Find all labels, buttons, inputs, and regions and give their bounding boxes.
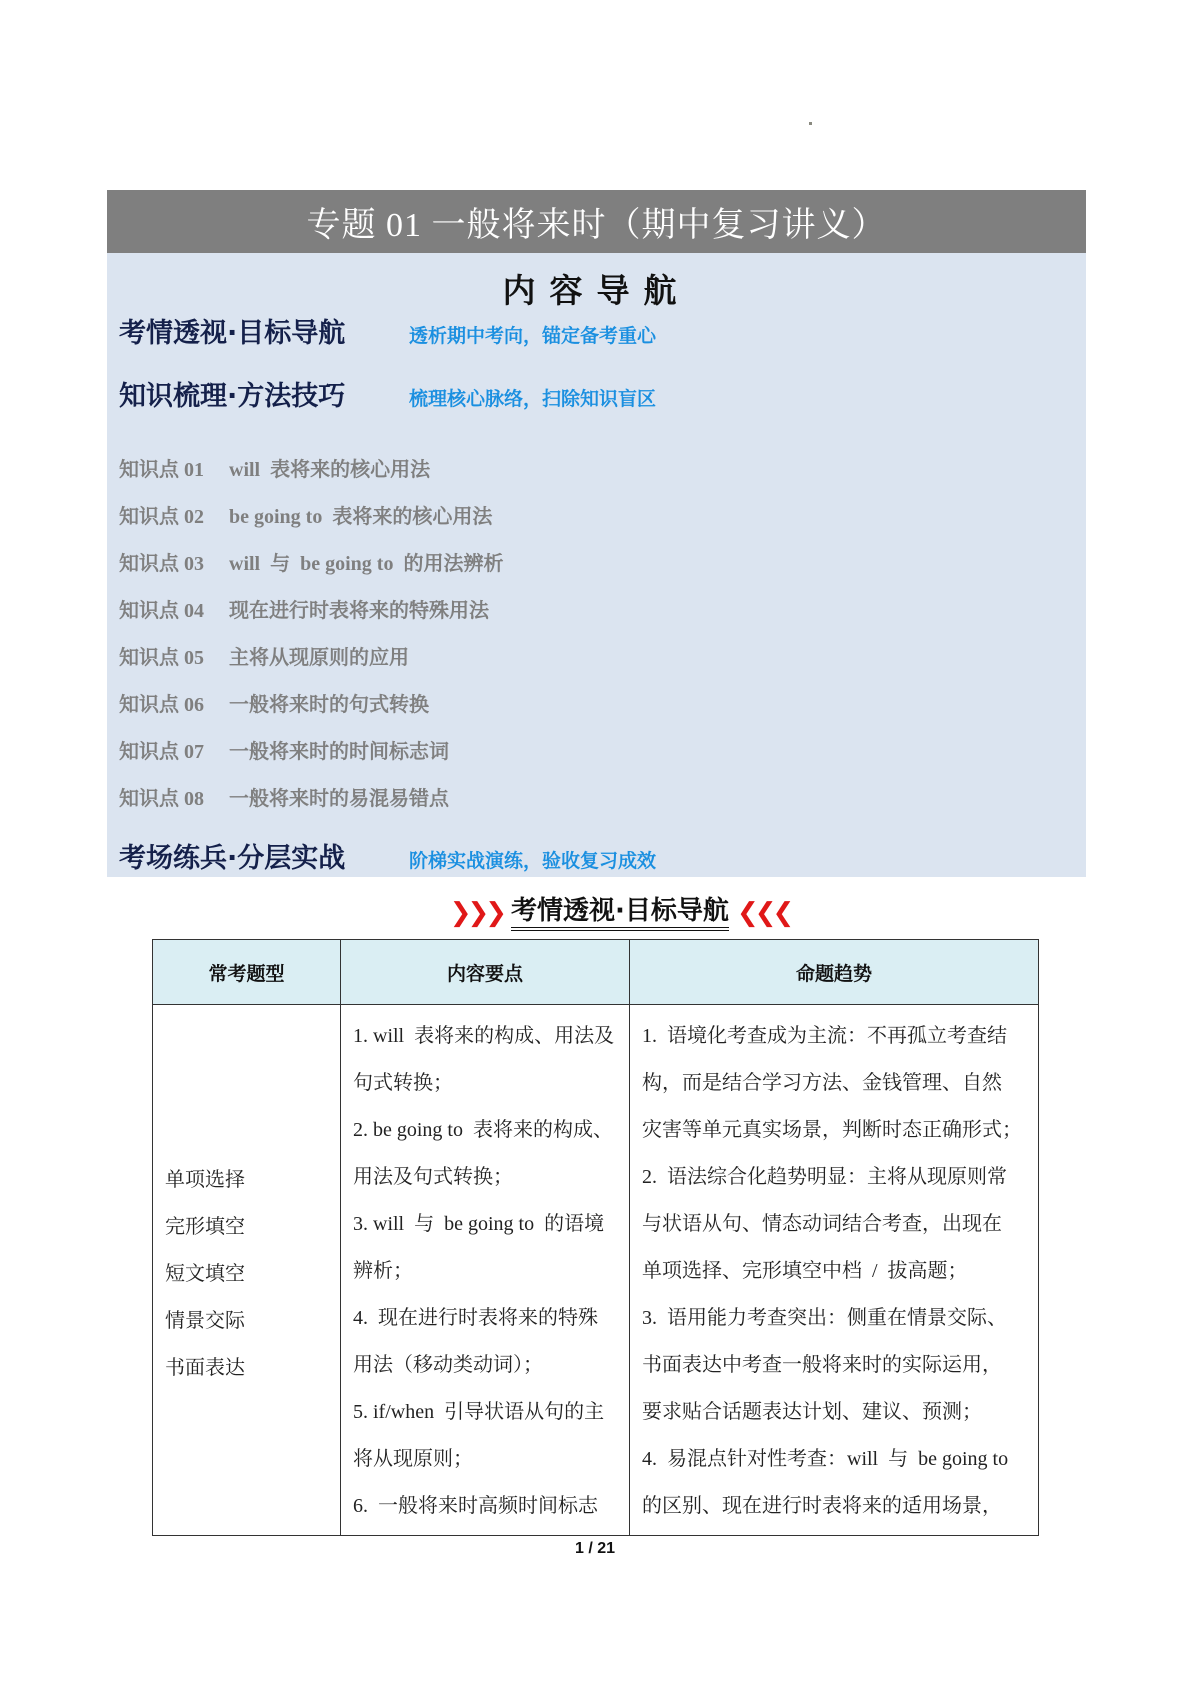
question-types-cell xyxy=(153,1005,341,1536)
exam-trend-table xyxy=(152,939,1039,1536)
trend-line: 的区别、现在进行时表将来的适用场景， xyxy=(642,1495,1002,1517)
question-type: 情景交际 xyxy=(165,1309,245,1332)
table-row xyxy=(153,1005,1039,1536)
kp-number: 知识点 05 xyxy=(119,647,204,669)
content-line: 辨析； xyxy=(353,1260,413,1282)
document-title-bar xyxy=(107,190,1086,253)
nav-heading: 内容导航 xyxy=(502,274,691,310)
knowledge-point-08[interactable] xyxy=(119,782,449,811)
content-navigation xyxy=(107,253,1086,877)
section-title: 考场练兵·分层实战 xyxy=(119,843,346,874)
content-line: 句式转换； xyxy=(353,1072,453,1094)
section-subtitle: 透析期中考向，锚定备考重心 xyxy=(409,325,657,347)
kp-number: 知识点 01 xyxy=(119,459,204,481)
kp-label: 现在进行时表将来的特殊用法 xyxy=(229,600,489,622)
kp-label: 一般将来时的易混易错点 xyxy=(229,788,449,810)
knowledge-point-04[interactable] xyxy=(119,594,489,623)
knowledge-point-07[interactable] xyxy=(119,735,449,764)
content-line: 3. will 与 be going to 的语境 xyxy=(353,1213,605,1235)
knowledge-point-01[interactable] xyxy=(119,453,430,482)
knowledge-point-06[interactable] xyxy=(119,688,429,717)
kp-number: 知识点 03 xyxy=(119,553,204,575)
question-type: 短文填空 xyxy=(165,1262,245,1285)
section-subtitle: 梳理核心脉络，扫除知识盲区 xyxy=(409,388,657,410)
content-points-cell xyxy=(341,1005,630,1536)
section-title: 知识梳理·方法技巧 xyxy=(119,381,346,412)
trend-line: 要求贴合话题表达计划、建议、预测； xyxy=(642,1401,982,1423)
kp-number: 知识点 02 xyxy=(119,506,204,528)
header-content-points: 内容要点 xyxy=(341,940,630,1005)
kp-number: 知识点 06 xyxy=(119,694,204,716)
table-header-row xyxy=(153,940,1039,1005)
trend-line: 1. 语境化考查成为主流：不再孤立考查结 xyxy=(642,1025,1007,1047)
trend-line: 灾害等单元真实场景，判断时态正确形式； xyxy=(642,1119,1022,1141)
kp-label: 主将从现原则的应用 xyxy=(229,647,409,669)
knowledge-point-02[interactable] xyxy=(119,500,492,529)
kp-label: 一般将来时的时间标志词 xyxy=(229,741,449,763)
triple-chevron-left-icon: ❮❮❮ xyxy=(736,898,791,928)
kp-number: 知识点 08 xyxy=(119,788,204,810)
knowledge-point-03[interactable] xyxy=(119,547,503,576)
content-line: 用法及句式转换； xyxy=(353,1166,513,1188)
page-number: 1 / 21 xyxy=(574,1540,616,1557)
section-banner xyxy=(440,893,800,933)
content-line: 5. if/when 引导状语从句的主 xyxy=(353,1401,605,1423)
header-trends: 命题趋势 xyxy=(630,940,1039,1005)
question-type: 完形填空 xyxy=(165,1215,245,1238)
nav-section-knowledge-review[interactable] xyxy=(119,374,656,413)
trend-line: 2. 语法综合化趋势明显：主将从现原则常 xyxy=(642,1166,1007,1188)
kp-label: be going to 表将来的核心用法 xyxy=(229,506,493,528)
section-title: 考情透视·目标导航 xyxy=(119,318,346,349)
kp-label: will 与 be going to 的用法辨析 xyxy=(229,553,504,575)
trend-line: 构，而是结合学习方法、金钱管理、自然 xyxy=(642,1072,1002,1094)
kp-label: will 表将来的核心用法 xyxy=(229,459,431,481)
content-line: 2. be going to 表将来的构成、 xyxy=(353,1119,613,1141)
trend-line: 与状语从句、情态动词结合考查，出现在 xyxy=(642,1213,1002,1235)
trend-line: 单项选择、完形填空中档 / 拔高题； xyxy=(642,1260,968,1282)
content-line: 将从现原则； xyxy=(353,1448,473,1470)
content-line: 4. 现在进行时表将来的特殊 xyxy=(353,1307,598,1329)
kp-label: 一般将来时的句式转换 xyxy=(229,694,429,716)
nav-section-practice[interactable] xyxy=(119,836,656,875)
stray-dot xyxy=(809,122,812,125)
section-subtitle: 阶梯实战演练，验收复习成效 xyxy=(409,850,657,872)
knowledge-point-05[interactable] xyxy=(119,641,409,670)
kp-number: 知识点 07 xyxy=(119,741,204,763)
content-line: 1. will 表将来的构成、用法及 xyxy=(353,1025,615,1047)
nav-section-exam-analysis[interactable] xyxy=(119,311,656,350)
question-type: 书面表达 xyxy=(165,1356,245,1379)
document-title: 专题 01 一般将来时（期中复习讲义） xyxy=(306,207,887,244)
kp-number: 知识点 04 xyxy=(119,600,204,622)
header-question-types: 常考题型 xyxy=(153,940,341,1005)
content-line: 6. 一般将来时高频时间标志 xyxy=(353,1495,598,1517)
triple-chevron-right-icon: ❯❯❯ xyxy=(449,898,504,928)
trend-line: 3. 语用能力考查突出：侧重在情景交际、 xyxy=(642,1307,1007,1329)
question-type: 单项选择 xyxy=(165,1168,245,1191)
trend-line: 书面表达中考查一般将来时的实际运用， xyxy=(642,1354,1002,1376)
content-line: 用法（移动类动词）； xyxy=(353,1354,543,1376)
trends-cell xyxy=(630,1005,1039,1536)
trend-line: 4. 易混点针对性考查：will 与 be going to xyxy=(642,1448,1009,1470)
banner-title: 考情透视·目标导航 xyxy=(511,895,729,931)
